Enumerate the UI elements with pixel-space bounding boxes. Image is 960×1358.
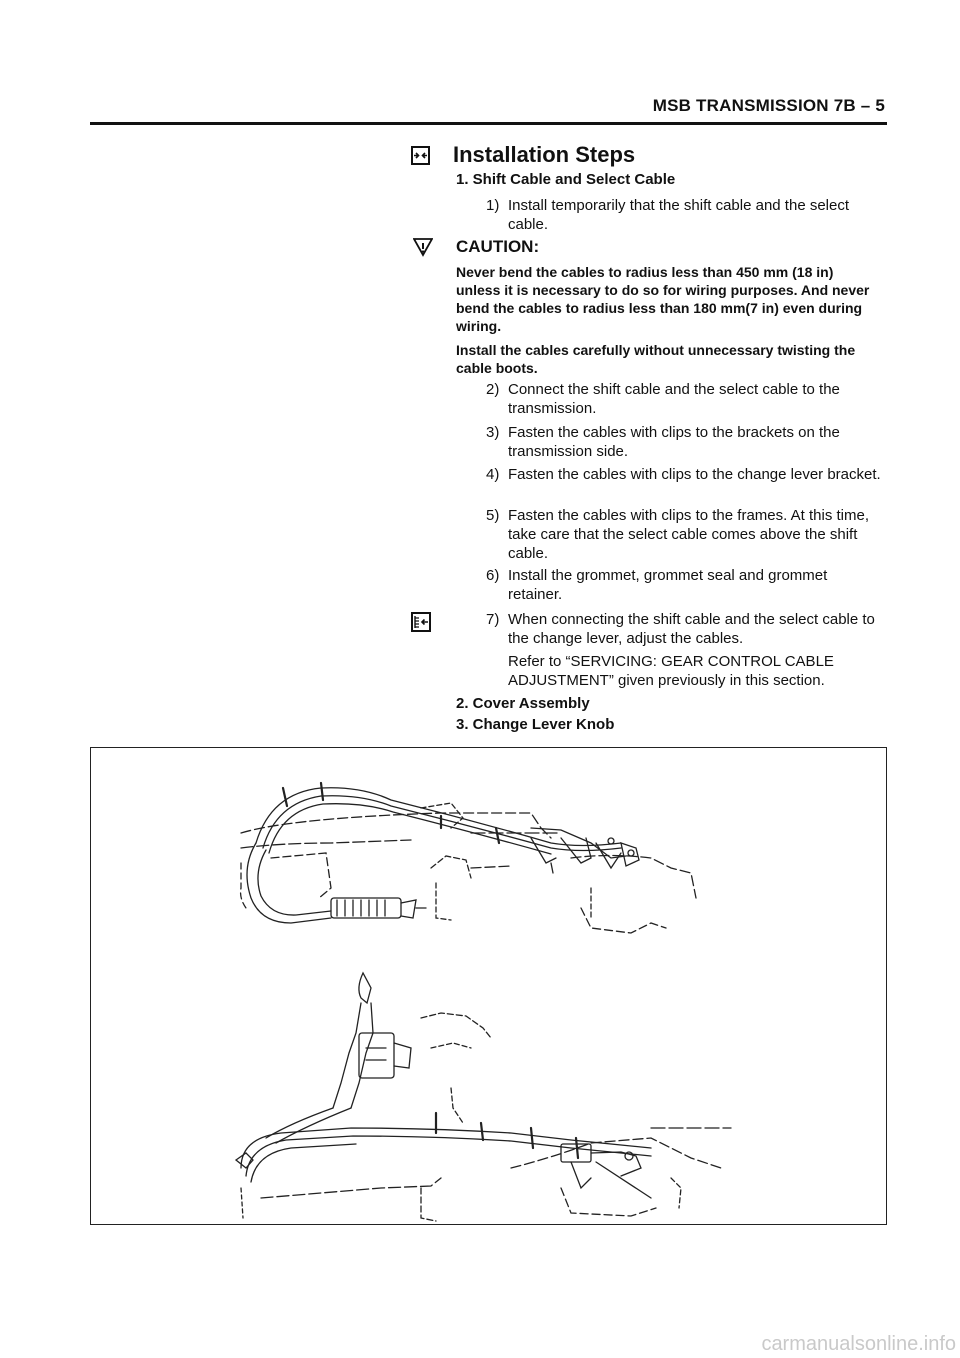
substep-1 [486, 196, 876, 234]
step-1-title: 1. Shift Cable and Select Cable [456, 171, 676, 188]
top-view-drawing [241, 783, 696, 933]
substep-number: 1) [486, 197, 500, 214]
step-2-title: 2. Cover Assembly [456, 695, 590, 712]
adjust-icon [411, 612, 431, 632]
substep-text: When connecting the shift cable and the select cable to the change lever, adjust the cables. [508, 611, 875, 647]
section-title: Installation Steps [453, 142, 636, 167]
substep-text: Install temporarily that the shift cable and the select cable. [508, 197, 850, 233]
refer-note: Refer to “SERVICING: GEAR CONTROL CABLE ADJUSTMENT” given previously in this section. [508, 653, 834, 689]
caution-triangle-icon [413, 237, 433, 262]
substep-text: Fasten the cables with clips to the brackets on the transmission side. [508, 424, 840, 460]
substep-6 [486, 566, 881, 604]
substep-5 [486, 506, 881, 563]
caution-text-2: Install the cables carefully without unnecessary twisting the cable boots. [456, 342, 856, 376]
cable-routing-figure [90, 747, 887, 1225]
cable-routing-illustration [91, 748, 885, 1223]
substep-7 [486, 610, 881, 648]
substep-text: Fasten the cables with clips to the change lever bracket. [508, 466, 881, 483]
install-arrows-icon [411, 146, 430, 165]
caution-heading: CAUTION: [456, 237, 540, 256]
substep-number: 7) [486, 611, 500, 628]
substep-text: Fasten the cables with clips to the frames. At this time, take care that the select cable comes above the shift cable. [508, 507, 869, 562]
substep-2 [486, 380, 881, 418]
watermark-text: carmanualsonline.info [761, 1333, 956, 1355]
substep-number: 5) [486, 507, 500, 524]
substep-number: 3) [486, 424, 500, 441]
step-3-title: 3. Change Lever Knob [456, 716, 615, 733]
page-header-title: MSB TRANSMISSION 7B – 5 [652, 96, 885, 115]
substep-number: 4) [486, 466, 500, 483]
page-header [90, 96, 887, 125]
substep-3 [486, 423, 881, 461]
substep-number: 2) [486, 381, 500, 398]
side-view-drawing [236, 973, 731, 1221]
substep-4 [486, 465, 881, 484]
substep-number: 6) [486, 567, 500, 584]
substep-text: Install the grommet, grommet seal and grommet retainer. [508, 567, 828, 603]
substep-text: Connect the shift cable and the select cable to the transmission. [508, 381, 840, 417]
caution-text-1: Never bend the cables to radius less than 450 mm (18 in) unless it is necessary to do so for wiring purposes. And never bend the cables to radius less than 180 mm(7 in) even during wiring. [456, 264, 870, 334]
